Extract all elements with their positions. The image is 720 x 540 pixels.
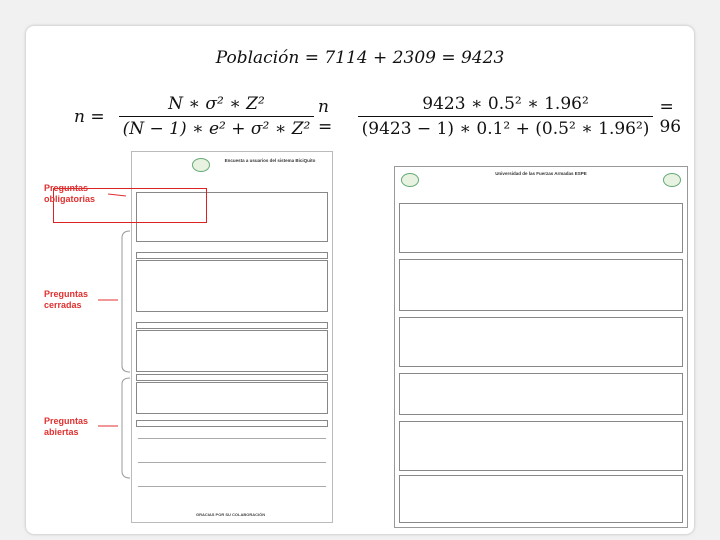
formula-denominator: (N − 1) ∗ e² + σ² ∗ Z² [119, 116, 315, 139]
applied-lhs: n = [318, 96, 333, 137]
survey-footer: GRACIAS POR SU COLABORACIÓN [196, 512, 266, 517]
mandatory-questions-label: Preguntas obligatorias [44, 183, 96, 204]
closed-questions-label: Preguntas cerradas [44, 289, 89, 310]
population-equation-text: Población = 7114 + 2309 = 9423 [215, 48, 505, 68]
right-form-title: Universidad de las Fuerzas Armadas ESPE [495, 171, 587, 176]
survey-title: Encuesta a usuarios del sistema BiciQuito [224, 158, 316, 163]
slide [26, 26, 694, 534]
mandatory-pointer [108, 194, 126, 196]
annotation-brackets [26, 26, 694, 534]
formula-lhs: n = [74, 106, 105, 127]
open-questions-label: Preguntas abiertas [44, 416, 89, 437]
formula-numerator: N ∗ σ² ∗ Z² [168, 94, 265, 114]
applied-result: = 96 [659, 96, 682, 137]
applied-denominator: (9423 − 1) ∗ 0.1² + (0.5² ∗ 1.96²) [358, 116, 654, 139]
applied-numerator: 9423 ∗ 0.5² ∗ 1.96² [422, 94, 589, 114]
closed-bracket [122, 231, 130, 372]
open-bracket [122, 378, 130, 478]
